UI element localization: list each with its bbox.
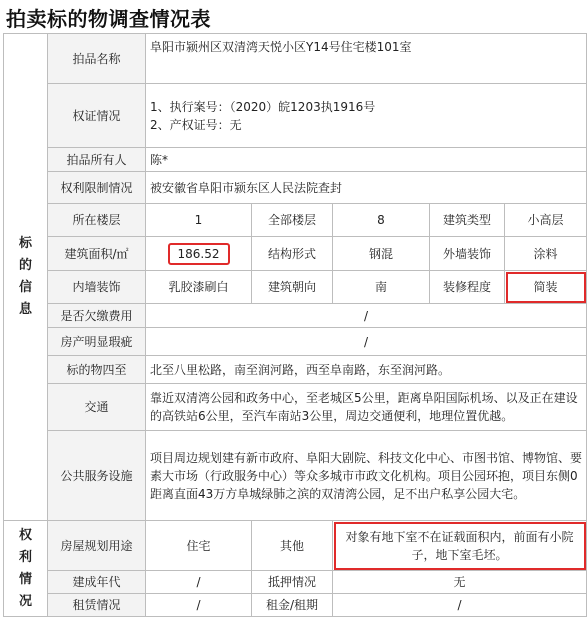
highlight-area-value: 186.52 <box>168 243 230 265</box>
label-floor: 所在楼层 <box>48 204 146 237</box>
label-arrears: 是否欠缴费用 <box>48 304 146 328</box>
value-year: / <box>146 571 252 594</box>
label-area: 建筑面积/㎡ <box>48 237 146 271</box>
value-orientation: 南 <box>333 271 430 304</box>
section-label-rights <box>4 521 48 617</box>
value-public-services: 项目周边规划建有新市政府、阜阳大剧院、科技文化中心、市图书馆、博物馆、要素大市场（行政服务中心）等众多城市市政文化机构。项目公园环抱，项目东侧0距离直面43万方阜城绿肺之滨的双清湾公园，足不出户私享公园大宅。 <box>146 431 587 521</box>
label-exterior: 外墙装饰 <box>430 237 505 271</box>
row-usage <box>4 521 587 571</box>
label-public-services: 公共服务设施 <box>48 431 146 521</box>
value-mortgage: 无 <box>333 571 587 594</box>
label-interior: 内墙装饰 <box>48 271 146 304</box>
value-defect: / <box>146 328 587 356</box>
value-exterior: 涂料 <box>505 237 587 271</box>
value-renovation: 简装 <box>505 271 587 304</box>
section-label-info <box>4 34 48 521</box>
label-orientation: 建筑朝向 <box>252 271 333 304</box>
row-boundaries <box>4 356 587 384</box>
row-lease <box>4 594 587 617</box>
row-floor <box>4 204 587 237</box>
value-area <box>146 237 252 271</box>
label-total-floors: 全部楼层 <box>252 204 333 237</box>
auction-survey-table <box>3 33 587 617</box>
label-boundaries: 标的物四至 <box>48 356 146 384</box>
label-rent: 租金/租期 <box>252 594 333 617</box>
row-year <box>4 571 587 594</box>
label-owner: 拍品所有人 <box>48 148 146 172</box>
value-building-type: 小高层 <box>505 204 587 237</box>
label-lease: 租赁情况 <box>48 594 146 617</box>
label-mortgage: 抵押情况 <box>252 571 333 594</box>
value-item-name: 阜阳市颍州区双清湾天悦小区Y14号住宅楼101室 <box>146 34 587 84</box>
row-traffic <box>4 384 587 431</box>
label-renovation: 装修程度 <box>430 271 505 304</box>
label-traffic: 交通 <box>48 384 146 431</box>
row-item-name <box>4 34 587 84</box>
row-decoration <box>4 271 587 304</box>
row-defect <box>4 328 587 356</box>
row-owner <box>4 148 587 172</box>
value-total-floors: 8 <box>333 204 430 237</box>
cert-case-number: 1、执行案号：（2020）皖1203执1916号 <box>150 99 376 114</box>
value-structure: 钢混 <box>333 237 430 271</box>
label-defect: 房产明显瑕疵 <box>48 328 146 356</box>
value-traffic: 靠近双清湾公园和政务中心，至老城区5公里，距离阜阳国际机场、以及正在建设的高铁站6公里，至汽车南站3公里，周边交通便利，地理位置优越。 <box>146 384 587 431</box>
row-area <box>4 237 587 271</box>
label-restriction: 权利限制情况 <box>48 172 146 204</box>
section-rights-text: 权利情况 <box>18 527 32 609</box>
label-structure: 结构形式 <box>252 237 333 271</box>
row-arrears <box>4 304 587 328</box>
cert-property-number: 2、产权证号：无 <box>150 117 242 132</box>
label-year: 建成年代 <box>48 571 146 594</box>
page-title: 拍卖标的物调查情况表 <box>6 7 211 31</box>
label-building-type: 建筑类型 <box>430 204 505 237</box>
value-other: 对象有地下室不在证载面积内，前面有小院子，地下室毛坯。 <box>333 521 587 571</box>
label-usage: 房屋规划用途 <box>48 521 146 571</box>
row-restriction <box>4 172 587 204</box>
section-info-text: 标的信息 <box>18 236 32 317</box>
label-item-name: 拍品名称 <box>48 34 146 84</box>
value-usage: 住宅 <box>146 521 252 571</box>
value-interior: 乳胶漆刷白 <box>146 271 252 304</box>
value-owner: 陈* <box>146 148 587 172</box>
value-lease: / <box>146 594 252 617</box>
row-cert <box>4 84 587 148</box>
row-public-services <box>4 431 587 521</box>
value-rent: / <box>333 594 587 617</box>
value-boundaries: 北至八里松路，南至润河路，西至阜南路，东至润河路。 <box>146 356 587 384</box>
label-other: 其他 <box>252 521 333 571</box>
value-arrears: / <box>146 304 587 328</box>
label-cert: 权证情况 <box>48 84 146 148</box>
value-cert <box>146 84 587 148</box>
value-restriction: 被安徽省阜阳市颍东区人民法院查封 <box>146 172 587 204</box>
value-floor: 1 <box>146 204 252 237</box>
